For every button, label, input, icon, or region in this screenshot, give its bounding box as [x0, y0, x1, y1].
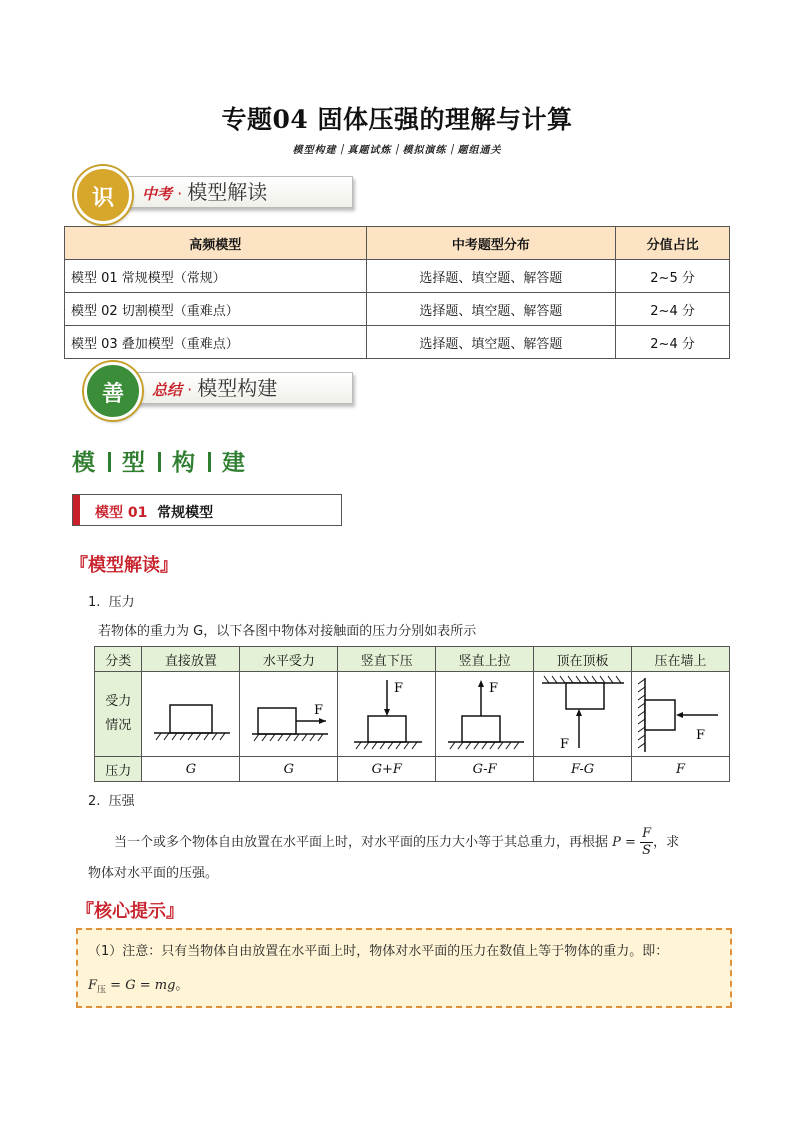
category-cell: 压在墙上 — [632, 647, 730, 672]
pressure-cell: G — [142, 757, 240, 782]
model-build-heading — [72, 444, 247, 477]
badge-tag: 中考 — [142, 185, 173, 203]
table-cell: 模型 03 叠加模型（重难点） — [65, 326, 367, 359]
category-cell: 竖直上拉 — [436, 647, 534, 672]
diagram-press-wall — [634, 674, 728, 754]
row-label — [95, 672, 142, 757]
tip-formula-f: F — [88, 978, 98, 993]
table-header-row — [65, 227, 730, 260]
badge-circle-char: 善 — [101, 381, 124, 407]
row-label: 压力 — [95, 757, 142, 782]
category-row — [95, 647, 730, 672]
diagram-cell — [338, 672, 436, 757]
heading-char: 模 — [72, 449, 97, 476]
heading-separator — [108, 452, 111, 472]
model-number: 模型 01 — [95, 505, 148, 521]
force-label: F — [393, 681, 403, 696]
diagram-direct-place — [144, 674, 238, 754]
heading-separator — [158, 452, 161, 472]
header-cell: 高频模型 — [65, 227, 367, 260]
diagram-pull-up — [438, 674, 532, 754]
tip-formula-sub: 压 — [97, 985, 107, 996]
model-overview-table — [64, 226, 730, 359]
pressure-cell: G+F — [338, 757, 436, 782]
table-cell: 选择题、填空题、解答题 — [366, 326, 616, 359]
diagram-cell — [436, 672, 534, 757]
diagram-cell — [534, 672, 632, 757]
heading-char: 建 — [222, 449, 247, 476]
heading-char: 型 — [122, 449, 147, 476]
pressure-cell: F-G — [534, 757, 632, 782]
category-cell: 竖直下压 — [338, 647, 436, 672]
item-1 — [88, 591, 135, 610]
heading-separator — [208, 452, 211, 472]
item-title: 压力 — [108, 595, 135, 610]
model-box-label — [95, 502, 213, 522]
table-cell: 选择题、填空题、解答题 — [366, 293, 616, 326]
pressure-cell: G — [240, 757, 338, 782]
force-label: F — [488, 681, 498, 696]
interpret-heading: 『模型解读』 — [70, 555, 178, 576]
page-subtitle: 模型构建｜真题试炼｜模拟演练｜题组通关 — [292, 145, 502, 156]
badge-label: 模型解读 — [187, 180, 268, 204]
diagram-push-ceiling — [536, 674, 630, 754]
pressure-text-line2: 物体对水平面的压强。 — [88, 866, 219, 881]
row-label-text: 受力情况 — [105, 694, 132, 733]
model-01-box — [72, 494, 342, 526]
badge-circle — [74, 166, 132, 224]
tip-text: （1）注意：只有当物体自由放置在水平面上时，物体对水平面的压力在数值上等于物体的重力。即： — [88, 944, 669, 959]
table-row — [65, 326, 730, 359]
badge-dot: · — [177, 184, 183, 203]
table-cell: 选择题、填空题、解答题 — [366, 260, 616, 293]
item-number: 1. — [88, 595, 101, 610]
pressure-text-end: ，求 — [653, 835, 680, 850]
badge-circle — [84, 362, 142, 420]
formula-denominator: S — [642, 843, 652, 858]
table-cell: 2~4 分 — [616, 326, 730, 359]
pressure-cell: G-F — [436, 757, 534, 782]
force-cases-table — [94, 646, 730, 782]
category-cell: 顶在顶板 — [534, 647, 632, 672]
badge-bar — [112, 176, 353, 208]
force-label: F — [559, 737, 569, 752]
diagram-cell — [632, 672, 730, 757]
table-cell: 2~4 分 — [616, 293, 730, 326]
core-tip-box — [76, 928, 732, 1008]
heading-char: 构 — [172, 449, 197, 476]
diagram-cell — [240, 672, 338, 757]
badge-label: 模型构建 — [197, 376, 278, 400]
model-box-accent — [73, 495, 80, 525]
model-name: 常规模型 — [157, 505, 214, 521]
badge-bar — [122, 372, 353, 404]
diagram-cell — [142, 672, 240, 757]
category-cell: 直接放置 — [142, 647, 240, 672]
pressure-intro: 若物体的重力为 G，以下各图中物体对接触面的压力分别如表所示 — [98, 624, 477, 639]
formula-eq: = — [625, 835, 636, 850]
formula-fraction — [640, 826, 653, 859]
item-number: 2. — [88, 794, 101, 809]
diagram-horizontal-force — [242, 674, 336, 754]
force-label: F — [313, 703, 323, 718]
pressure-text: 当一个或多个物体自由放置在水平面上时，对水平面的压力大小等于其总重力，再根据 — [114, 835, 609, 850]
diagram-row — [95, 672, 730, 757]
table-cell: 模型 02 切割模型（重难点） — [65, 293, 367, 326]
tip-formula — [88, 974, 188, 996]
pressure-formula — [612, 826, 653, 859]
formula-p: P — [612, 835, 621, 850]
tip-end: 。 — [175, 978, 189, 993]
table-cell: 2~5 分 — [616, 260, 730, 293]
tip-formula-rest: = G = mg — [106, 978, 176, 993]
table-row — [65, 293, 730, 326]
row-label: 分类 — [95, 647, 142, 672]
badge-dot: · — [187, 380, 193, 399]
item-2 — [88, 790, 135, 809]
force-label: F — [695, 728, 705, 743]
badge-circle-char: 识 — [91, 185, 114, 211]
item-title: 压强 — [108, 794, 135, 809]
header-cell: 分值占比 — [616, 227, 730, 260]
header-cell: 中考题型分布 — [366, 227, 616, 260]
page-title: 专题04 固体压强的理解与计算 — [221, 105, 573, 134]
pressure-cell: F — [632, 757, 730, 782]
pressure-text-line1 — [114, 826, 679, 859]
table-row — [65, 260, 730, 293]
core-tip-heading: 『核心提示』 — [76, 901, 184, 922]
diagram-press-down — [340, 674, 434, 754]
table-cell: 模型 01 常规模型（常规） — [65, 260, 367, 293]
badge-tag: 总结 — [152, 381, 183, 399]
pressure-row — [95, 757, 730, 782]
formula-numerator: F — [642, 826, 652, 841]
category-cell: 水平受力 — [240, 647, 338, 672]
